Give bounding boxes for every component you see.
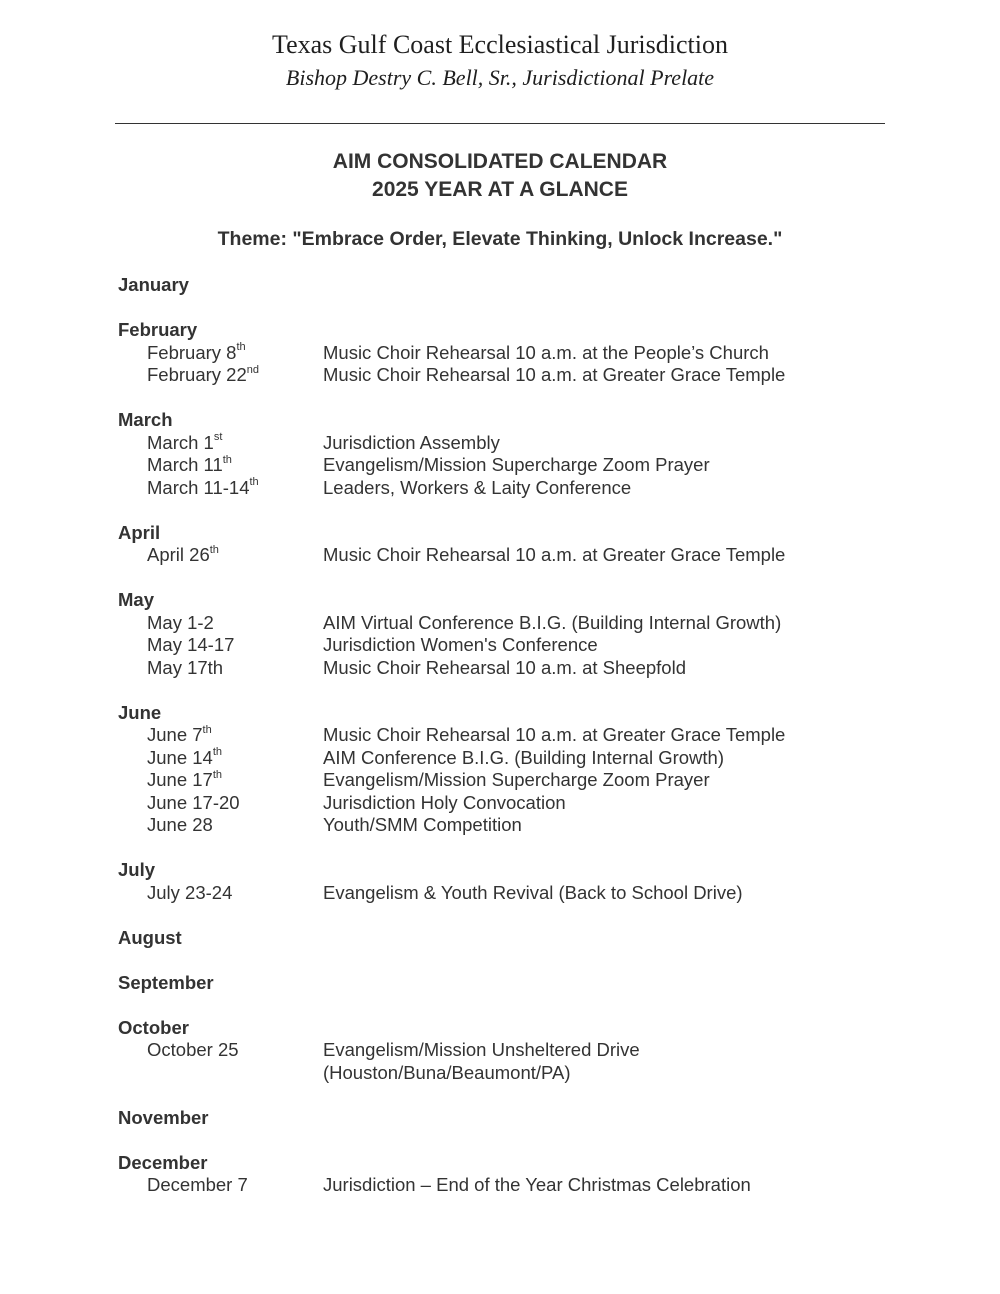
event-date	[118, 612, 323, 635]
date-ordinal-suffix: st	[213, 431, 223, 444]
month-section	[118, 1107, 918, 1130]
event-description-line: Jurisdiction Holy Convocation	[323, 791, 566, 813]
month-heading: August	[118, 926, 182, 948]
event-date	[118, 1039, 323, 1084]
event-description	[323, 612, 918, 635]
date-ordinal-suffix: nd	[246, 363, 259, 376]
month-section	[118, 859, 918, 904]
event-description-line: Music Choir Rehearsal 10 a.m. at Greater Grace Temple	[323, 364, 786, 385]
month-section	[118, 274, 918, 297]
event-row	[118, 1039, 918, 1084]
event-date-text: March 1	[147, 431, 214, 453]
date-ordinal-suffix: th	[236, 341, 246, 354]
event-description	[323, 342, 918, 365]
event-row	[118, 454, 918, 477]
event-description-line: Evangelism/Mission Supercharge Zoom Prayer	[323, 454, 710, 475]
month-heading: December	[118, 1151, 208, 1173]
event-description	[323, 657, 918, 680]
date-ordinal-suffix: th	[202, 723, 212, 736]
jurisdiction-title: Texas Gulf Coast Ecclesiastical Jurisdiction	[272, 30, 728, 59]
month-section	[118, 1017, 918, 1085]
month-heading: May	[118, 589, 154, 610]
event-date	[118, 657, 323, 680]
month-section	[118, 319, 918, 387]
event-description	[323, 477, 918, 500]
date-ordinal-suffix: th	[209, 543, 219, 556]
event-date	[118, 544, 323, 567]
month-section	[118, 927, 918, 950]
event-date	[118, 792, 323, 815]
month-heading: September	[118, 971, 214, 993]
event-description	[323, 432, 918, 455]
month-heading: March	[118, 409, 173, 430]
event-date-text: October 25	[147, 1039, 239, 1060]
event-date	[118, 814, 323, 837]
event-date-text: March 11-14	[147, 476, 250, 498]
event-description-line: Evangelism/Mission Unsheltered Drive	[323, 1039, 640, 1060]
month-section	[118, 702, 918, 837]
event-description	[323, 882, 918, 905]
event-row	[118, 657, 918, 680]
event-description-line: Evangelism & Youth Revival (Back to School Drive)	[323, 881, 743, 903]
event-description	[323, 1039, 918, 1084]
event-row	[118, 342, 918, 365]
event-row	[118, 544, 918, 567]
month-heading: October	[118, 1016, 189, 1038]
event-row	[118, 814, 918, 837]
event-description	[323, 634, 918, 657]
event-row	[118, 792, 918, 815]
month-heading: February	[118, 319, 198, 340]
event-description-line: Jurisdiction Women's Conference	[323, 634, 598, 655]
header-divider	[115, 123, 885, 124]
event-description-line: Music Choir Rehearsal 10 a.m. at Greater Grace Temple	[323, 724, 786, 745]
event-description	[323, 364, 918, 387]
month-heading: July	[118, 859, 156, 880]
event-description	[323, 1174, 918, 1197]
event-description	[323, 814, 918, 837]
event-description	[323, 454, 918, 477]
month-section	[118, 522, 918, 567]
event-date-text: May 14-17	[147, 634, 235, 655]
event-date-text: May 1-2	[147, 611, 214, 633]
event-description	[323, 724, 918, 747]
event-row	[118, 432, 918, 455]
event-date	[118, 634, 323, 657]
event-date	[118, 364, 323, 387]
event-description-line: Leaders, Workers & Laity Conference	[323, 476, 632, 498]
date-ordinal-suffix: th	[249, 476, 259, 489]
event-date	[118, 477, 323, 500]
event-date	[118, 769, 323, 792]
month-section	[118, 589, 918, 679]
event-row	[118, 477, 918, 500]
event-description	[323, 544, 918, 567]
month-heading: June	[118, 701, 162, 723]
event-description	[323, 792, 918, 815]
month-heading: November	[118, 1106, 209, 1128]
event-date	[118, 454, 323, 477]
event-date	[118, 747, 323, 770]
event-date-text: June 28	[147, 814, 213, 835]
event-description-line: (Houston/Buna/Beaumont/PA)	[323, 1061, 571, 1083]
calendar-list	[118, 274, 918, 1219]
month-section	[118, 1152, 918, 1197]
event-row	[118, 747, 918, 770]
event-date-text: June 17-20	[147, 791, 240, 813]
event-row	[118, 364, 918, 387]
event-date-text: May 17th	[147, 656, 224, 678]
event-date-text: July 23-24	[147, 881, 233, 903]
event-date-text: February 22	[147, 364, 247, 385]
event-date	[118, 432, 323, 455]
month-section	[118, 409, 918, 499]
event-description-line: Jurisdiction – End of the Year Christmas Celebration	[323, 1174, 751, 1195]
date-ordinal-suffix: th	[212, 768, 223, 781]
event-description	[323, 769, 918, 792]
event-description-line: Music Choir Rehearsal 10 a.m. at Sheepfold	[323, 656, 686, 678]
event-row	[118, 634, 918, 657]
event-date	[118, 1174, 323, 1197]
event-row	[118, 882, 918, 905]
event-row	[118, 1174, 918, 1197]
event-description-line: Youth/SMM Competition	[323, 814, 522, 835]
event-date-text: June 14	[147, 746, 213, 768]
event-date-text: February 8	[147, 341, 237, 363]
calendar-subtitle: 2025 YEAR AT A GLANCE	[372, 178, 628, 201]
event-date-text: December 7	[147, 1174, 248, 1195]
event-date-text: March 11	[147, 454, 223, 475]
month-heading: April	[118, 521, 161, 543]
event-date-text: June 7	[147, 724, 203, 745]
event-date-text: April 26	[147, 544, 210, 565]
date-ordinal-suffix: th	[222, 453, 232, 466]
event-date	[118, 342, 323, 365]
event-date	[118, 882, 323, 905]
event-row	[118, 724, 918, 747]
event-description	[323, 747, 918, 770]
event-date-text: June 17	[147, 769, 213, 790]
date-ordinal-suffix: th	[212, 746, 223, 759]
event-description-line: Jurisdiction Assembly	[323, 431, 500, 453]
event-description-line: Evangelism/Mission Supercharge Zoom Prayer	[323, 769, 710, 790]
month-section	[118, 972, 918, 995]
event-description-line: AIM Conference B.I.G. (Building Internal Growth)	[323, 746, 725, 768]
prelate-subtitle: Bishop Destry C. Bell, Sr., Jurisdictional Prelate	[285, 65, 715, 90]
event-date	[118, 724, 323, 747]
event-description-line: Music Choir Rehearsal 10 a.m. at the People’s Church	[323, 341, 769, 363]
event-description-line: AIM Virtual Conference B.I.G. (Building Internal Growth)	[323, 611, 782, 633]
calendar-title: AIM CONSOLIDATED CALENDAR	[332, 150, 668, 173]
month-heading: January	[118, 274, 189, 295]
event-row	[118, 612, 918, 635]
event-row	[118, 769, 918, 792]
event-description-line: Music Choir Rehearsal 10 a.m. at Greater Grace Temple	[323, 544, 786, 565]
calendar-theme: Theme: "Embrace Order, Elevate Thinking, Unlock Increase."	[217, 228, 783, 250]
